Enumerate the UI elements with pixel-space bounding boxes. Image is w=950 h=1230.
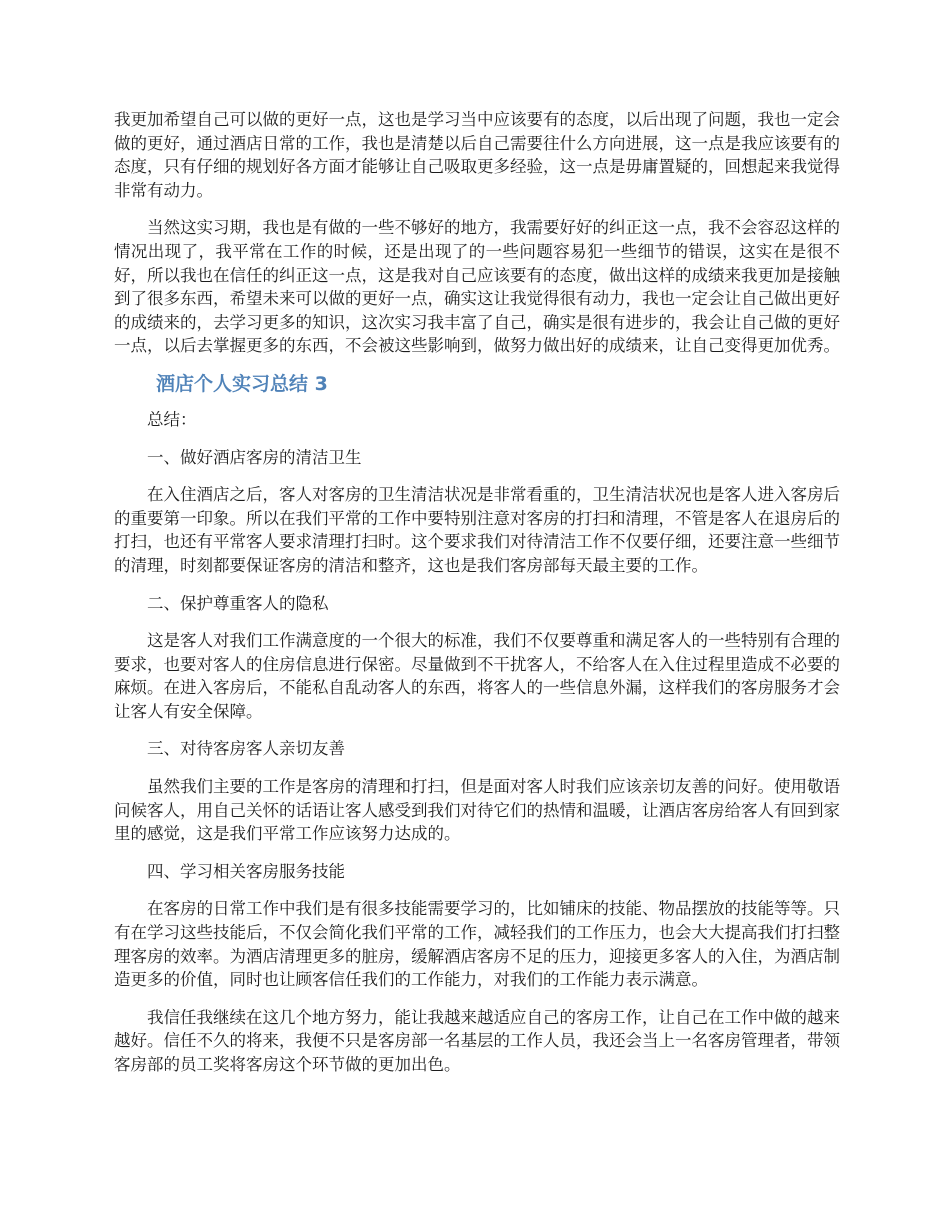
paragraph-intro: 我更加希望自己可以做的更好一点，这也是学习当中应该要有的态度，以后出现了问题，我也一定会做的更好，通过酒店日常的工作，我也是清楚以后自己需要往什么方向进展，这一点是我应该要有的态度，只有仔细的规划好各方面才能够让自己吸取更多经验，这一点是毋庸置疑的，回想起来我觉得非常有动力。 bbox=[114, 110, 840, 200]
item-heading-2: 二、保护尊重客人的隐私 bbox=[147, 593, 329, 613]
paragraph-reflection: 当然这实习期，我也是有做的一些不够好的地方，我需要好好的纠正这一点，我不会容忍这样的情况出现了，我平常在工作的时候，还是出现了的一些问题容易犯一些细节的错误，这实在是很不好，所以我也在信任的纠正这一点，这是我对自己应该要有的态度，做出这样的成绩来我更加是接触到了很多东西，希望未来可以做的更好一点，确实这让我觉得很有动力，我也一定会让自己做出更好的成绩来的，去学习更多的知识，这次实习我丰富了自己，确实是很有进步的，我会让自己做的更好一点，以后去掌握更多的东西，不会被这些影响到，做努力做出好的成绩来，让自己变得更加优秀。 bbox=[114, 218, 840, 356]
item-body-1: 在入住酒店之后，客人对客房的卫生清洁状况是非常看重的，卫生清洁状况也是客人进入客房后的重要第一印象。所以在我们平常的工作中要特别注意对客房的打扫和清理，不管是客人在退房后的打扫，也还有平常客人要求清理打扫时。这个要求我们对待清洁工作不仅要仔细，还要注意一些细节的清理，时刻都要保证客房的清洁和整齐，这也是我们客房部每天最主要的工作。 bbox=[114, 485, 840, 575]
item-body-2: 这是客人对我们工作满意度的一个很大的标准，我们不仅要尊重和满足客人的一些特别有合理的要求，也要对客人的住房信息进行保密。尽量做到不干扰客人，不给客人在入住过程里造成不必要的麻烦。在进入客房后，不能私自乱动客人的东西，将客人的一些信息外漏，这样我们的客房服务才会让客人有安全保障。 bbox=[114, 631, 840, 721]
item-heading-1: 一、做好酒店客房的清洁卫生 bbox=[147, 447, 362, 467]
document-page bbox=[114, 108, 840, 1091]
item-heading-4: 四、学习相关客房服务技能 bbox=[147, 861, 345, 881]
section-title: 酒店个人实习总结 3 bbox=[156, 372, 328, 395]
item-body-3: 虽然我们主要的工作是客房的清理和打扫，但是面对客人时我们应该亲切友善的问好。使用敬语问候客人，用自己关怀的话语让客人感受到我们对待它们的热情和温暖，让酒店客房给客人有回到家里的感觉，这是我们平常工作应该努力达成的。 bbox=[114, 777, 840, 844]
item-heading-3: 三、对待客房客人亲切友善 bbox=[147, 739, 345, 759]
item-body-4: 在客房的日常工作中我们是有很多技能需要学习的，比如铺床的技能、物品摆放的技能等等。只有在学习这些技能后，不仅会简化我们平常的工作，减轻我们的工作压力，也会大大提高我们打扫整理客房的效率。为酒店清理更多的脏房，缓解酒店客房不足的压力，迎接更多客人的入住，为酒店制造更多的价值，同时也让顾客信任我们的工作能力，对我们的工作能力表示满意。 bbox=[114, 899, 840, 990]
summary-label: 总结： bbox=[147, 409, 197, 429]
paragraph-closing: 我信任我继续在这几个地方努力，能让我越来越适应自己的客房工作，让自己在工作中做的越来越好。信任不久的将来，我便不只是客房部一名基层的工作人员，我还会当上一名客房管理者，带领客房部的员工奖将客房这个环节做的更加出色。 bbox=[114, 1007, 840, 1074]
